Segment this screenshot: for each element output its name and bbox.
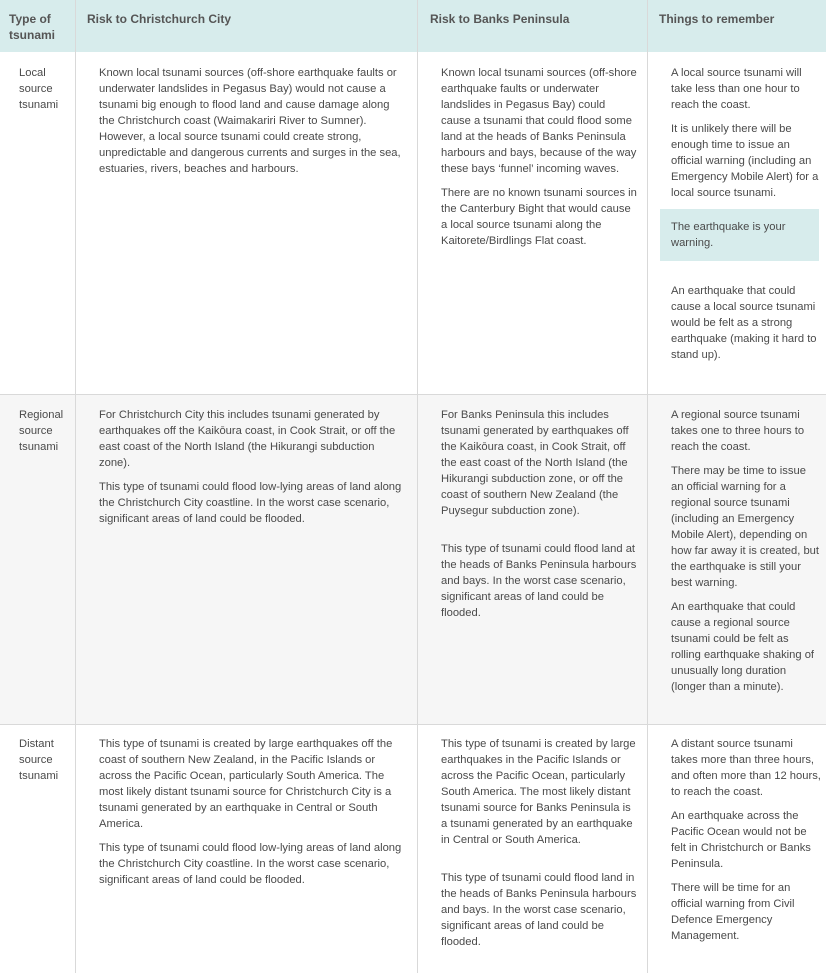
row-distant-remember: [671, 736, 821, 952]
paragraph: This type of tsunami could flood low-lying areas of land along the Christchurch City coastline. In the worst case scenario, significant areas of land could be flooded.: [99, 481, 402, 525]
paragraph: A local source tsunami will take less than one hour to reach the coast.: [671, 67, 802, 111]
row-regional-christchurch: [99, 407, 407, 535]
paragraph: This type of tsunami could flood low-lying areas of land along the Christchurch City coastline. In the worst case scenario, significant areas of land could be flooded.: [99, 842, 402, 886]
table-header: [0, 0, 826, 52]
paragraph: For Banks Peninsula this includes tsunami generated by earthquakes off the Kaikōura coast, in Cook Strait, off the east coast of the North Island (the Hikurangi subduction zone, or off the coast of southern New Zealand (the Puysegur subduction zone).: [441, 409, 629, 517]
row-distant-type: Distant source tsunami: [19, 738, 59, 782]
row-local-type: Local source tsunami: [19, 67, 59, 111]
column-divider: [647, 0, 648, 973]
paragraph: This type of tsunami is created by large earthquakes in the Pacific Islands or across the Pacific Ocean, particularly South America. The most likely distant tsunami source for Banks Peninsula is a tsunami generated by an earthquake in Central or South America.: [441, 738, 636, 846]
row-local-remember: [671, 65, 819, 371]
highlight-text: The earthquake is your warning.: [671, 221, 786, 249]
paragraph: This type of tsunami is created by large earthquakes off the coast of southern New Zealand, in the Pacific Islands or across the Pacific Ocean, particularly South America. The most likely distant tsunami source for Christchurch City is a tsunami generated by an earthquake in Central or South America.: [99, 738, 393, 830]
paragraph: There will be time for an official warning from Civil Defence Emergency Management.: [671, 882, 795, 942]
column-divider: [417, 0, 418, 973]
paragraph: A distant source tsunami takes more than three hours, and often more than 12 hours, to reach the coast.: [671, 738, 821, 798]
row-divider: [0, 724, 826, 725]
paragraph: A regional source tsunami takes one to three hours to reach the coast.: [671, 409, 805, 453]
paragraph: This type of tsunami could flood land in the heads of Banks Peninsula harbours and bays. In the worst case scenario, significant areas of land could be flooded.: [441, 872, 637, 948]
paragraph: Known local tsunami sources (off-shore earthquake faults or underwater landslides in Pegasus Bay) would not cause a tsunami big enough to flood land and cause damage along the Christchurch coast (Waimakariri River to Sumner). However, a local source tsunami could create strong, unpredictable and dangerous currents and surges in the sea, estuaries, rivers, beaches and harbours.: [99, 67, 401, 175]
header-things-to-remember: Things to remember: [659, 12, 775, 26]
row-divider: [0, 394, 826, 395]
paragraph: There are no known tsunami sources in the Canterbury Bight that would cause a local source tsunami along the Kaitorete/Birdlings Flat coast.: [441, 187, 637, 247]
header-type-of-tsunami: Type of tsunami: [9, 12, 56, 42]
paragraph: An earthquake across the Pacific Ocean would not be felt in Christchurch or Banks Peninsula.: [671, 810, 811, 870]
header-risk-christchurch: Risk to Christchurch City: [87, 12, 232, 26]
row-regional-type: Regional source tsunami: [19, 409, 64, 453]
paragraph: An earthquake that could cause a local source tsunami would be felt as a strong earthquake (making it hard to stand up).: [671, 285, 817, 361]
row-distant-banks: [441, 736, 637, 958]
row-distant-christchurch: [99, 736, 407, 896]
paragraph: It is unlikely there will be enough time to issue an official warning (including an Emergency Mobile Alert) for a local source tsunami.: [671, 123, 819, 199]
row-regional-remember: [671, 407, 821, 703]
row-local-christchurch: [99, 65, 407, 185]
paragraph: This type of tsunami could flood land at the heads of Banks Peninsula harbours and bays. In the worst case scenario, significant areas of land could be flooded.: [441, 543, 637, 619]
paragraph: For Christchurch City this includes tsunami generated by earthquakes off the Kaikōura coast, in Cook Strait, or off the east coast of the North Island (the Hikurangi subduction zone).: [99, 409, 396, 469]
paragraph: Known local tsunami sources (off-shore earthquake faults or underwater landslides in Pegasus Bay) could cause a tsunami that could flood some land at the heads of Banks Peninsula harbours and bays, because of the way these bays ‘funnel’ incoming waves.: [441, 67, 637, 175]
header-risk-banks-peninsula: Risk to Banks Peninsula: [430, 12, 570, 26]
row-regional-banks: [441, 407, 637, 629]
earthquake-warning-highlight: [660, 209, 819, 261]
paragraph: An earthquake that could cause a regional source tsunami could be felt as rolling earthquake shaking of unusually long duration (longer than a minute).: [671, 601, 815, 693]
row-local-banks: [441, 65, 637, 257]
column-divider: [75, 0, 76, 973]
paragraph: There may be time to issue an official warning for a regional source tsunami (including an Emergency Mobile Alert), depending on how far away it is created, but the earthquake is still your best warning.: [671, 465, 819, 589]
